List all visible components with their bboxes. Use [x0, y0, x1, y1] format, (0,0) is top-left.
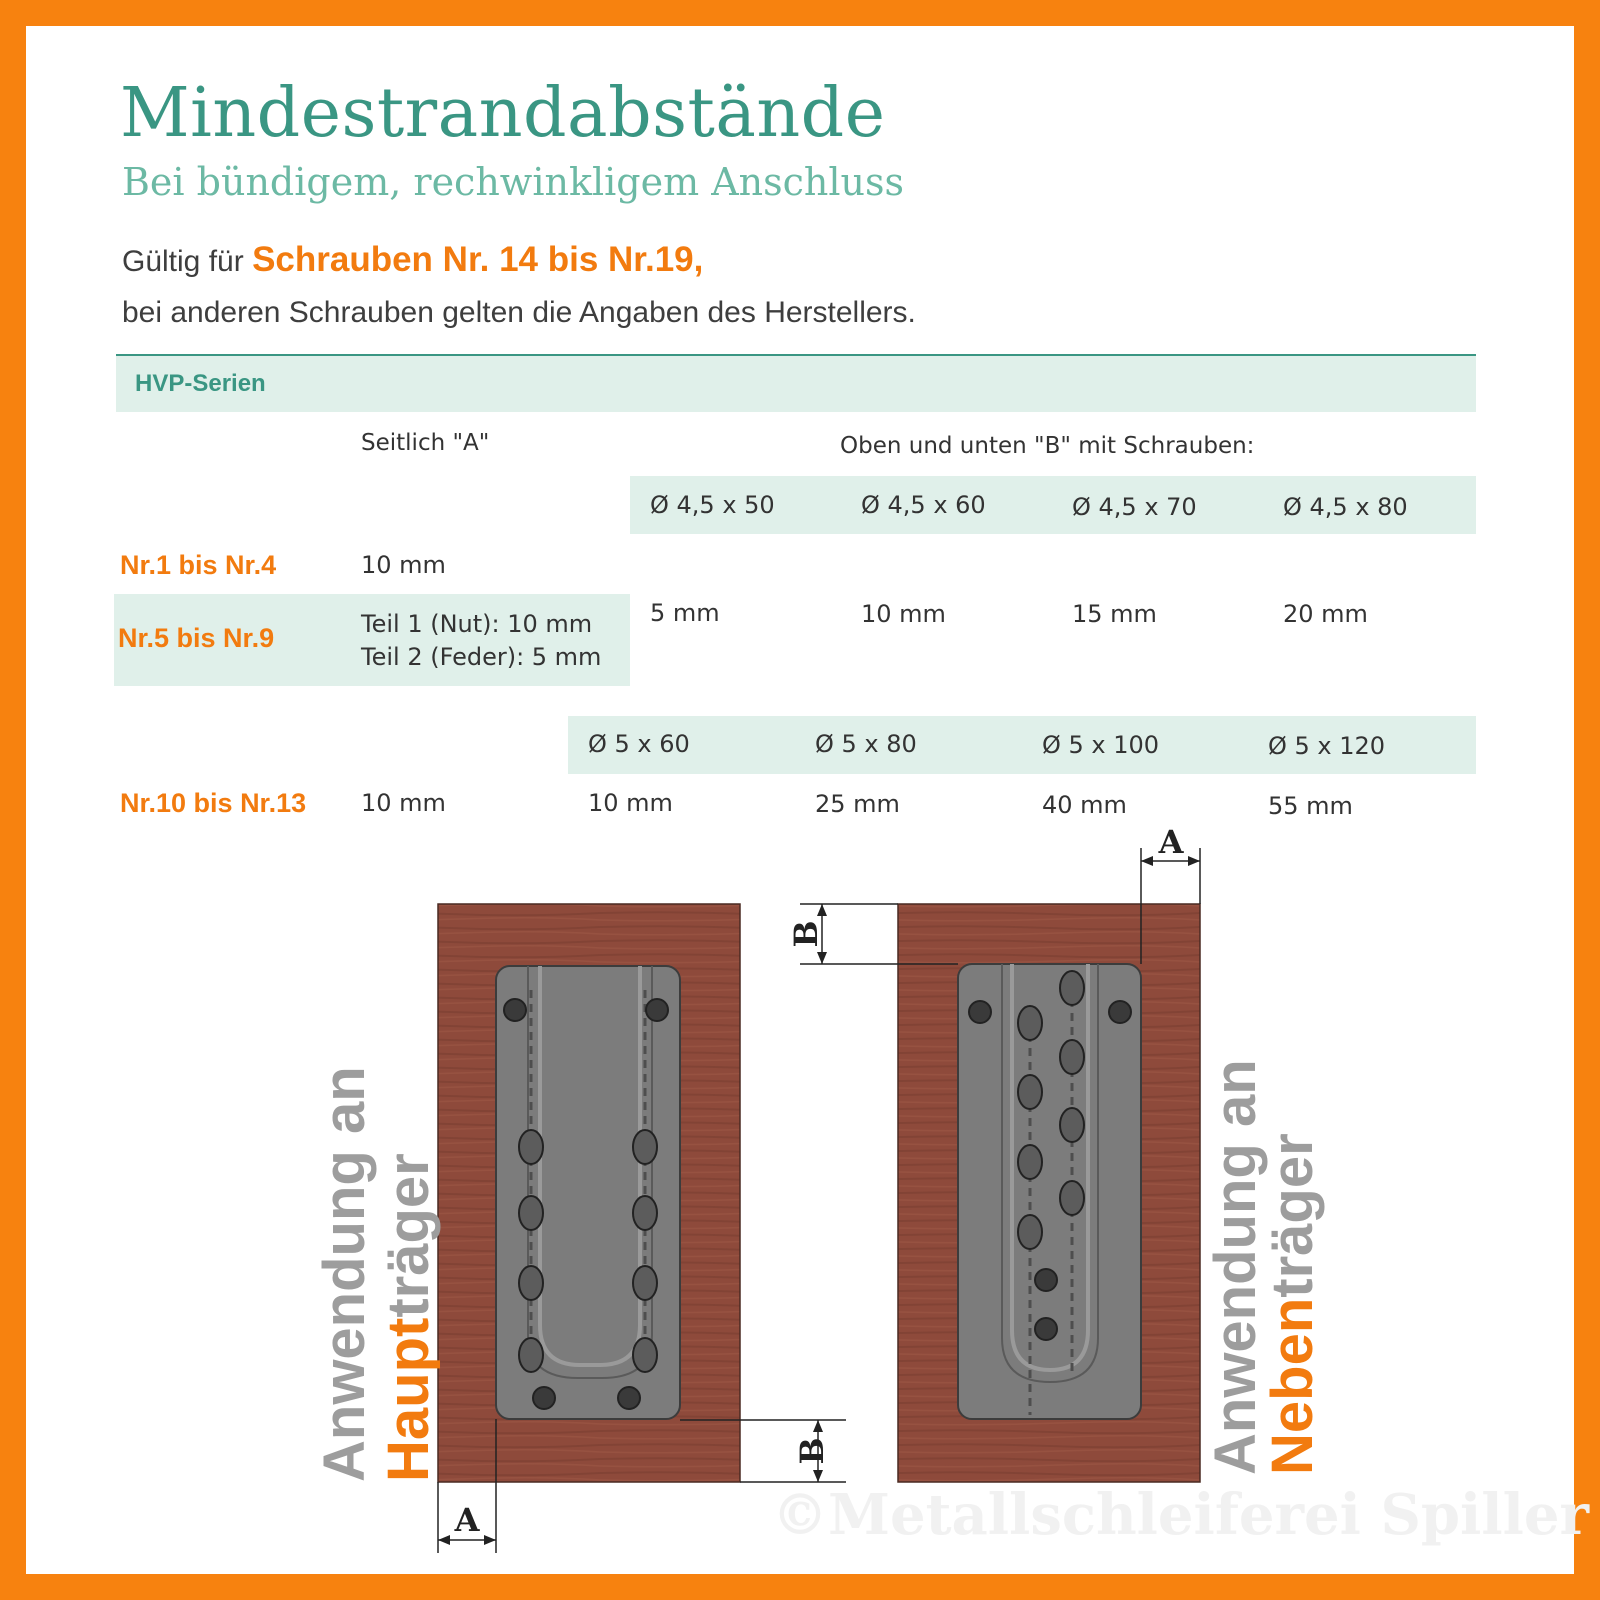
screw-head [533, 1387, 555, 1409]
b-value: 20 mm [1283, 600, 1368, 628]
b-value: 25 mm [815, 790, 900, 818]
caption-secondary-line2 [1260, 1133, 1325, 1475]
series-label: HVP-Serien [135, 370, 266, 397]
b-value: 55 mm [1268, 792, 1353, 820]
caption-secondary-line1: Anwendung an [1203, 1059, 1268, 1475]
caption-main-line1: Anwendung an [312, 1066, 377, 1482]
b-value: 15 mm [1072, 600, 1157, 628]
validity-prefix: Gültig für [122, 245, 253, 278]
caption-secondary-rest: träger [1260, 1133, 1325, 1298]
dim-label-a: A [1158, 823, 1184, 861]
side-value-line2: Teil 2 (Feder): 5 mm [361, 643, 602, 671]
b-value: 40 mm [1042, 791, 1127, 819]
b-value: 10 mm [861, 600, 946, 628]
screw-head [1035, 1318, 1057, 1340]
screw-header: Ø 5 x 100 [1042, 731, 1160, 759]
screw-header: Ø 4,5 x 80 [1283, 493, 1408, 521]
screw-head [646, 999, 668, 1021]
caption-main-line2 [376, 1153, 441, 1482]
hvp-plate [958, 964, 1141, 1419]
screw-head [1109, 1001, 1131, 1023]
row-label: Nr.1 bis Nr.4 [120, 550, 277, 580]
dim-label-a: A [454, 1501, 480, 1539]
watermark: ©Metallschleiferei Spiller [772, 1482, 1590, 1548]
screw-header: Ø 5 x 80 [815, 730, 917, 758]
screw-head [504, 999, 526, 1021]
b-value: 10 mm [588, 789, 673, 817]
screw-head [618, 1387, 640, 1409]
row-label: Nr.5 bis Nr.9 [118, 623, 275, 653]
dim-label-b: B [793, 1437, 831, 1465]
side-header: Seitlich "A" [361, 430, 490, 456]
side-value: 10 mm [361, 551, 446, 579]
side-value-line1: Teil 1 (Nut): 10 mm [361, 610, 593, 638]
screw-header: Ø 4,5 x 70 [1072, 493, 1197, 521]
row-label: Nr.10 bis Nr.13 [120, 788, 307, 818]
main-beam-drawing [438, 904, 846, 1553]
screw-head [1035, 1269, 1057, 1291]
screw-header: Ø 4,5 x 50 [650, 491, 775, 519]
page-title: Mindestrandabstände [120, 74, 886, 153]
validity-highlight: Schrauben Nr. 14 bis Nr.19, [252, 240, 704, 279]
b-value: 5 mm [650, 599, 720, 627]
screw-header: Ø 5 x 120 [1268, 732, 1386, 760]
top-bottom-header: Oben und unten "B" mit Schrauben: [840, 433, 1255, 459]
caption-secondary-highlight: Neben [1260, 1297, 1325, 1475]
caption-main-rest: träger [376, 1153, 441, 1318]
screw-header: Ø 5 x 60 [588, 730, 690, 758]
side-value: 10 mm [361, 789, 446, 817]
screw-header: Ø 4,5 x 60 [861, 491, 986, 519]
validity-note: bei anderen Schrauben gelten die Angaben des Herstellers. [122, 296, 916, 329]
dim-label-b: B [787, 920, 825, 948]
secondary-beam-drawing [787, 823, 1200, 1482]
screw-head [969, 1001, 991, 1023]
caption-main-highlight: Haupt [376, 1317, 441, 1482]
page-subtitle: Bei bündigem, rechwinkligem Anschluss [122, 160, 905, 204]
